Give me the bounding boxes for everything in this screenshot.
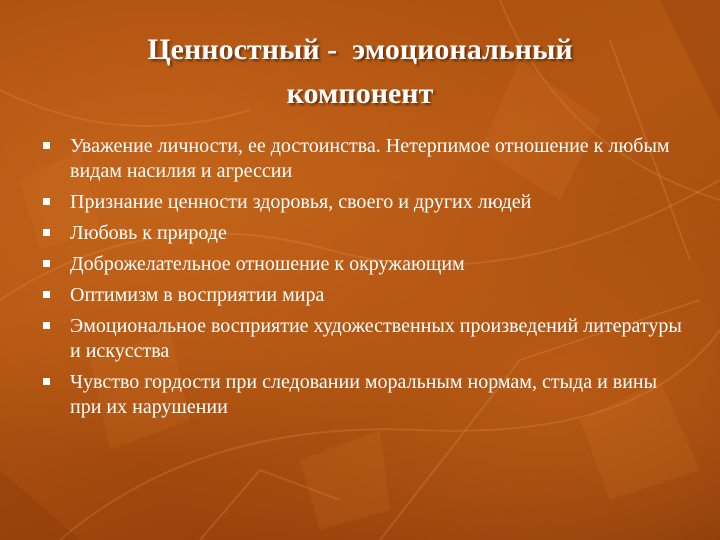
- bullet-item: [40, 252, 690, 277]
- bullet-item: [40, 134, 690, 184]
- bullet-item: [40, 314, 690, 364]
- square-bullet-icon: [43, 378, 50, 385]
- bullet-text: Оптимизм в восприятии мира: [70, 284, 325, 306]
- square-bullet-icon: [43, 260, 50, 267]
- square-bullet-icon: [43, 322, 50, 329]
- bullet-text: Чувство гордости при следовании моральным нормам, стыда и вины при их нарушении: [70, 371, 658, 418]
- bullet-text: Эмоциональное восприятие художественных произведений литературы и искусства: [70, 315, 682, 362]
- square-bullet-icon: [43, 291, 50, 298]
- bullet-item: [40, 283, 690, 308]
- slide-title: [60, 28, 660, 116]
- square-bullet-icon: [43, 229, 50, 236]
- bullet-text: Доброжелательное отношение к окружающим: [70, 253, 465, 275]
- bullet-item: [40, 221, 690, 246]
- bullet-text: Любовь к природе: [70, 222, 227, 244]
- bullet-item: [40, 190, 690, 215]
- title-line-2: компонент: [286, 77, 434, 110]
- bullet-list: [40, 134, 690, 426]
- bullet-item: [40, 370, 690, 420]
- square-bullet-icon: [43, 142, 50, 149]
- title-line-1: Ценностный - эмоциональный: [147, 33, 573, 66]
- bullet-text: Уважение личности, ее достоинства. Нетерпимое отношение к любым видам насилия и агрессии: [70, 135, 670, 182]
- bullet-text: Признание ценности здоровья, своего и других людей: [70, 191, 532, 213]
- square-bullet-icon: [43, 198, 50, 205]
